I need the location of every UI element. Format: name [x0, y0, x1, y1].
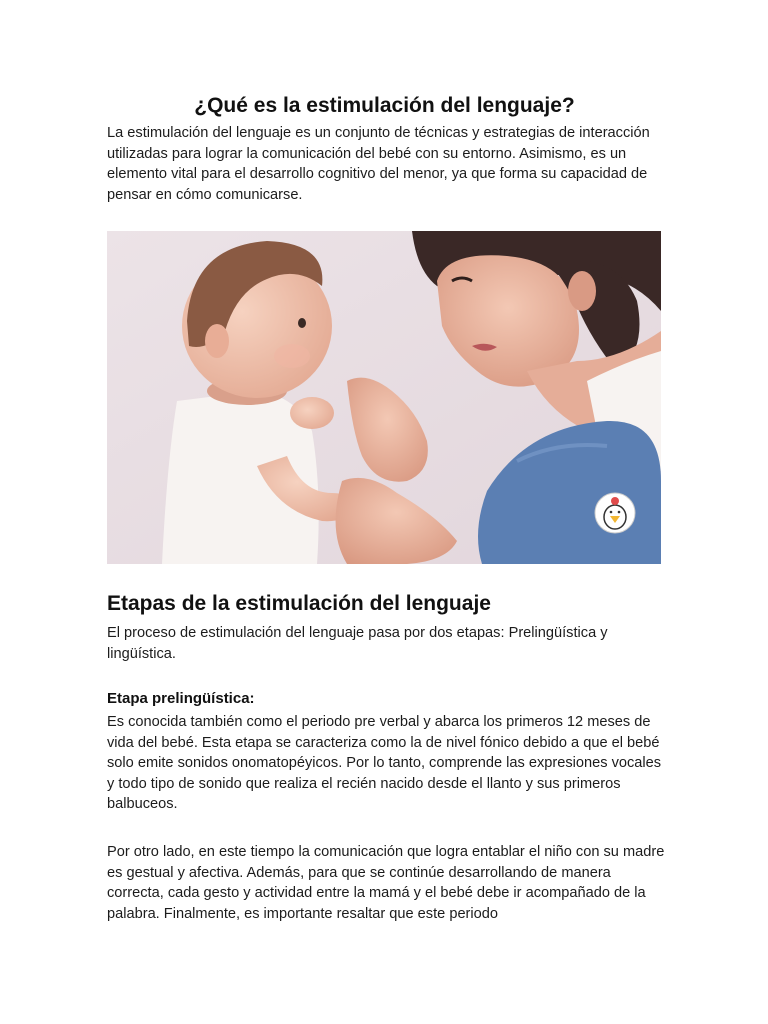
- prelinguistica-heading: Etapa prelingüística:: [107, 690, 255, 707]
- etapas-intro-paragraph: El proceso de estimulación del lenguaje pasa por dos etapas: Prelingüística y lingüística.: [107, 625, 608, 662]
- photo-illustration: [107, 231, 661, 564]
- intro-paragraph: La estimulación del lenguaje es un conjunto de técnicas y estrategias de interacción utilizadas para lograr la comunicación del bebé con su entorno. Asimismo, es un elemento vital para el desarrollo cognitivo del menor, ya que forma su capacidad de pensar en cómo comunicarse.: [107, 125, 650, 203]
- page-title: ¿Qué es la estimulación del lenguaje?: [194, 94, 575, 117]
- prelinguistica-paragraph-1: Es conocida también como el periodo pre verbal y abarca los primeros 12 meses de vida del bebé. Esta etapa se caracteriza como la de nivel fónico debido a que el bebé solo emite sonidos onomatopéyicos. Por lo tanto, comprende las expresiones vocales y todo tipo de sonido que realiza el recién nacido desde el llanto y sus primeros balbuceos.: [107, 714, 662, 813]
- mother-baby-photo: [107, 231, 661, 564]
- prelinguistica-paragraph-2: Por otro lado, en este tiempo la comunicación que logra entablar el niño con su madre es gestual y afectiva. Además, para que se continúe desarrollando de manera correcta, cada gesto y actividad entre la mamá y el bebé debe ir acompañado de la palabra. Finalmente, es importante resaltar que este periodo: [107, 844, 665, 922]
- etapas-heading: Etapas de la estimulación del lenguaje: [107, 592, 491, 615]
- chick-logo-icon: [595, 493, 635, 533]
